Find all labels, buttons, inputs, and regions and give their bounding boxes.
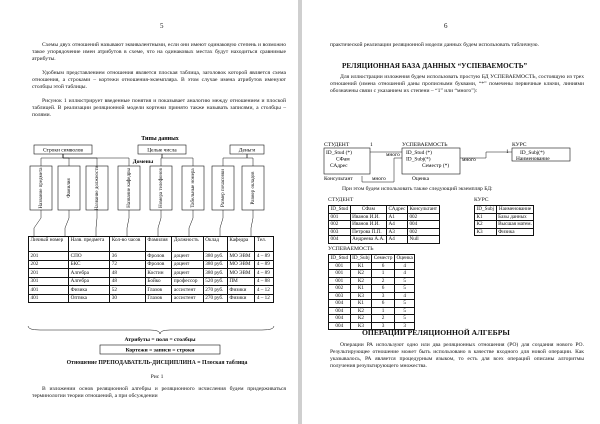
table-cell: Иванов И.И. xyxy=(350,221,386,229)
column-header: СФам xyxy=(350,206,386,214)
table-row xyxy=(475,221,534,229)
column-header: Оклад xyxy=(203,237,227,252)
paragraph: Удобным представлением отношения является плоская таблица, заголовок которой является схема отношения, а строками – кортежи отношения-экземпляра. В этом случае имена атрибутов именуют столбцы этой таблицы. xyxy=(32,70,286,90)
table-cell: СПО xyxy=(69,252,110,261)
table-row xyxy=(329,315,415,323)
schema-student-title: СТУДЕНТ xyxy=(324,142,350,148)
table-cell: 4 xyxy=(394,270,414,278)
type-box-label: Целые числа xyxy=(147,147,177,154)
tuples-equation: Кортежи = записи = строки xyxy=(125,347,195,354)
table-row xyxy=(329,221,440,229)
table-cell: Фролов xyxy=(145,252,171,261)
table-cell: 4 – 12 xyxy=(255,286,274,295)
table-cell: К2 xyxy=(475,221,497,229)
table-row xyxy=(329,307,415,315)
table-cell: 520 руб. xyxy=(203,277,227,286)
table-cell: 201 xyxy=(29,252,69,261)
table-cell: К1 xyxy=(350,285,372,293)
schema-field: ID_Subj(*) xyxy=(520,150,545,156)
table-cell: К2 xyxy=(350,315,372,323)
paragraph: В изложении основ реляционной алгебры и реляционного исчисления будем придерживаться терминологии теории отношений, а при обсуждении xyxy=(32,386,286,399)
column-header: Личный номер xyxy=(29,237,69,252)
table-cell: 301 xyxy=(29,277,69,286)
table-row xyxy=(29,269,274,278)
table-row xyxy=(329,228,440,236)
schema-many-label: много xyxy=(372,176,386,182)
schema-field: Семестр (*) xyxy=(422,163,450,169)
table-row xyxy=(475,213,534,221)
table-caption: КУРС xyxy=(474,197,489,203)
diagram-title: Типы данных xyxy=(141,136,179,142)
table-cell: 001 xyxy=(329,270,351,278)
table-cell: 4 xyxy=(394,292,414,300)
domains-label: Домены xyxy=(132,159,154,165)
table-row xyxy=(29,252,274,261)
table-cell: 270 руб. xyxy=(203,286,227,295)
table-cell: ассистент xyxy=(172,286,203,295)
schema-field: СФам xyxy=(336,156,350,163)
section-heading: ОПЕРАЦИИ РЕЛЯЦИОННОЙ АЛГЕБРЫ xyxy=(362,328,510,337)
table-row xyxy=(29,260,274,269)
column-header: Консультант xyxy=(409,206,438,213)
column-header: Оценка xyxy=(396,255,413,262)
table-cell: Костин xyxy=(145,269,171,278)
domain-label: Название предмета xyxy=(39,167,45,209)
table-cell: 4 – 89 xyxy=(255,260,274,269)
table-caption: СТУДЕНТ xyxy=(328,197,354,203)
table-cell: А4 xyxy=(387,236,408,244)
paragraph: Операции РА используют одно или два реляционных отношения (РО) для создания нового РО. Результирующее отношение может быть использовано в качестве входного для новой операции. Как указывалось, РА является процедурным языком, то есть для всех операций описаны алгоритмы получения результирующего множества. xyxy=(330,342,584,369)
kurs-table xyxy=(474,205,534,236)
table-cell: 401 xyxy=(29,286,69,295)
table-row xyxy=(29,286,274,295)
column-header: САдрес xyxy=(388,206,406,213)
table-row xyxy=(329,292,415,300)
table-cell: МО ЭВМ xyxy=(227,252,255,261)
uspev-table xyxy=(328,254,415,330)
table-cell: 004 xyxy=(329,307,351,315)
table-cell: К1 xyxy=(350,300,372,308)
table-cell: 6 xyxy=(372,262,395,270)
table-cell: А3 xyxy=(387,228,408,236)
paragraph: практической реализации реляционной модели данных будем использовать табличную. xyxy=(330,42,540,48)
table-cell: 6 xyxy=(372,285,395,293)
table-cell: 3 xyxy=(372,292,395,300)
column-header: Фамилия xyxy=(145,237,171,252)
table-cell: 002 xyxy=(329,285,351,293)
table-cell: 1 xyxy=(372,307,395,315)
table-cell: ПМ xyxy=(227,277,255,286)
table-row xyxy=(329,270,415,278)
table-cell: профессор xyxy=(172,277,203,286)
table-cell: 2 xyxy=(372,315,395,323)
table-cell: 4 – 89 xyxy=(255,269,274,278)
column-header: Семестр xyxy=(373,255,393,262)
table-cell: Высшая матем. xyxy=(498,221,532,228)
student-table xyxy=(328,205,440,244)
table-cell: 004 xyxy=(329,236,351,244)
column-header: Тел. xyxy=(255,237,274,252)
right-page xyxy=(302,0,600,424)
paragraph: Для иллюстрации изложения будем использовать простую БД УСПЕВАЕМОСТЬ, состоящую из трех отношений (имена отношений даны прописными буквами, “*” помечены первичные ключи, линиями обозначены связи с указанием их степени – “1” или “много”): xyxy=(330,74,584,94)
table-cell: МО ЭВМ xyxy=(227,260,255,269)
table-cell: Физики xyxy=(227,286,255,295)
schema-uspev-title: УСПЕВАЕМОСТЬ xyxy=(402,142,448,148)
table-cell: 36 xyxy=(110,252,146,261)
table-cell: 002 xyxy=(407,213,439,221)
table-cell: 002 xyxy=(329,221,351,229)
table-cell: БКС xyxy=(69,260,110,269)
schema-many-label: много xyxy=(462,157,476,163)
domain-label: Название кафедры xyxy=(127,168,133,208)
table-cell: 48 xyxy=(110,277,146,286)
table-cell: К2 xyxy=(350,277,372,285)
table-cell: 201 xyxy=(29,269,69,278)
figure-caption: Рис 1 xyxy=(150,374,164,380)
table-cell: 004 xyxy=(329,300,351,308)
schema-field: Консультант xyxy=(324,176,353,182)
table-cell: 5 xyxy=(394,300,414,308)
table-cell: К3 xyxy=(475,228,497,236)
table-cell: 48 xyxy=(110,269,146,278)
table-cell: 380 руб. xyxy=(203,252,227,261)
table-cell: К1 xyxy=(350,262,372,270)
table-cell: 1 xyxy=(372,270,395,278)
page-number: 6 xyxy=(444,22,448,30)
table-cell: Петрова П.П. xyxy=(350,228,386,236)
section-heading: РЕЛЯЦИОННАЯ БАЗА ДАННЫХ “УСПЕВАЕМОСТЬ” xyxy=(342,62,528,70)
table-cell: 003 xyxy=(329,228,351,236)
table-cell: Иванов И.И. xyxy=(350,213,386,221)
column-header: ID_Stud xyxy=(330,206,349,213)
table-cell: 380 руб. xyxy=(203,269,227,278)
table-cell: 4 xyxy=(394,262,414,270)
table-cell: К1 xyxy=(475,213,497,221)
table-cell: доцент xyxy=(172,269,203,278)
table-cell: 30 xyxy=(110,294,146,303)
attributes-equation: Атрибуты = поля = столбцы xyxy=(124,337,196,343)
table-cell: доцент xyxy=(172,260,203,269)
table-cell: Глазов xyxy=(145,294,171,303)
column-header: Наименование xyxy=(496,206,534,214)
table-cell: 72 xyxy=(110,260,146,269)
column-header: ID_Subj xyxy=(352,255,370,262)
table-cell: Физика xyxy=(496,228,534,236)
table-row xyxy=(329,262,415,270)
table-cell: МО ЭВМ xyxy=(227,269,255,278)
table-cell: Алгебра xyxy=(69,277,110,286)
table-cell: 270 руб. xyxy=(203,294,227,303)
table-row xyxy=(329,300,415,308)
table-row xyxy=(329,236,440,244)
table-row xyxy=(29,294,274,303)
domain-label: Номера телефонов xyxy=(159,168,165,208)
table-cell: Андреева А.А. xyxy=(352,236,385,243)
table-cell: Базы данных xyxy=(496,213,534,221)
table-cell: Физика xyxy=(69,286,110,295)
paragraph: Схемы двух отношений называют эквивалентными, если они имеют одинаковую степень и возможно такое упорядочение имен атрибутов в схеме, что на одинаковых местах будут находиться сравнимые атрибуты. xyxy=(32,42,286,62)
table-cell: К2 xyxy=(350,270,372,278)
table-row xyxy=(29,277,274,286)
column-header: ID_Subj xyxy=(476,206,495,213)
schema-one-label: 1 xyxy=(506,149,509,155)
table-cell: 003 xyxy=(329,292,351,300)
table-cell: 401 xyxy=(29,294,69,303)
table-header-row xyxy=(475,206,534,214)
table-cell: 202 xyxy=(29,260,69,269)
table-cell: 2 xyxy=(372,277,395,285)
table-cell: Алгебра xyxy=(69,269,110,278)
table-cell: 001 xyxy=(329,262,351,270)
table-cell: 380 руб. xyxy=(203,260,227,269)
schema-field: ID_Stud (*) xyxy=(326,150,352,156)
table-cell: 4 – 88 xyxy=(255,277,274,286)
table-cell: А4 xyxy=(387,221,408,229)
table-row xyxy=(329,277,415,285)
table-cell: 002 xyxy=(407,228,439,236)
type-box-label: Деньги xyxy=(238,147,256,154)
domain-label: Табельные номера xyxy=(191,168,197,208)
relation-caption: Отношение ПРЕПОДАВАТЕЛЬ-ДИСЦИПЛИНА = Плоская таблица xyxy=(66,360,248,366)
domain-label: Размер почасовки xyxy=(221,168,227,208)
schema-field: Оценка xyxy=(412,176,429,182)
table-cell: 5 xyxy=(394,315,414,323)
table-cell: 001 xyxy=(329,277,351,285)
column-header: ID_Stud xyxy=(330,255,349,262)
column-header: Кол-во часов xyxy=(110,237,146,252)
paragraph: Рисунок 1 иллюстрирует введенные понятия и показывает аналогию между отношением и плоской таблицей. В реализации реляционной модели кортежи принято также называть записями, а столбцы – полями. xyxy=(32,98,286,118)
table-cell: К3 xyxy=(350,322,372,330)
table-cell: К3 xyxy=(350,292,372,300)
column-header: Должность xyxy=(172,237,203,252)
schema-one-label: 1 xyxy=(370,142,373,148)
table-cell: 3 xyxy=(394,322,414,330)
table-cell: 5 xyxy=(394,307,414,315)
type-box-label: Строки символов xyxy=(43,147,83,154)
table-row xyxy=(329,213,440,221)
table-cell: 004 xyxy=(329,322,351,330)
table-cell: 4 – 89 xyxy=(255,252,274,261)
table-cell: Бойко xyxy=(145,277,171,286)
table-cell: 4 – 12 xyxy=(255,294,274,303)
schema-field: ID_Subj(*) xyxy=(406,156,431,163)
left-page xyxy=(0,0,298,424)
table-cell: К2 xyxy=(350,307,372,315)
table-row xyxy=(329,285,415,293)
domain-label: Фамилия xyxy=(67,178,73,198)
table-cell: А1 xyxy=(387,213,408,221)
relation-table xyxy=(28,236,274,303)
table-header-row xyxy=(329,206,440,214)
table-cell: доцент xyxy=(172,252,203,261)
schema-many-label: много xyxy=(386,152,400,158)
table-header-row xyxy=(29,237,274,252)
domain-label: Размер окладов xyxy=(251,171,257,205)
paragraph: При этом будем использовать также следующий экземпляр БД: xyxy=(342,186,493,192)
table-cell: Оптика xyxy=(69,294,110,303)
table-header-row xyxy=(329,255,415,263)
table-cell: 004 xyxy=(407,221,439,229)
table-cell: 6 xyxy=(372,300,395,308)
domain-label: Название должности xyxy=(95,165,101,211)
table-cell: 52 xyxy=(110,286,146,295)
table-cell: Фролов xyxy=(145,260,171,269)
table-cell: 004 xyxy=(329,315,351,323)
table-cell: 3 xyxy=(372,322,395,330)
table-caption: УСПЕВАЕМОСТЬ xyxy=(328,246,374,252)
schema-field: Наименование xyxy=(516,156,550,162)
schema-field: САдрес xyxy=(330,163,348,169)
table-cell: Null xyxy=(407,236,439,244)
schema-kurs-title: КУРС xyxy=(512,142,527,148)
table-cell: 001 xyxy=(329,213,351,221)
table-cell: ассистент xyxy=(172,294,203,303)
table-cell: Физики xyxy=(227,294,255,303)
schema-field: ID_Stud (*) xyxy=(406,150,432,156)
table-cell: 5 xyxy=(394,277,414,285)
table-cell: Глазов xyxy=(145,286,171,295)
column-header: Кафедра xyxy=(227,237,255,252)
table-cell: 5 xyxy=(394,285,414,293)
page-number: 5 xyxy=(160,22,164,30)
table-row xyxy=(475,228,534,236)
column-header: Назв. предмета xyxy=(69,237,110,252)
